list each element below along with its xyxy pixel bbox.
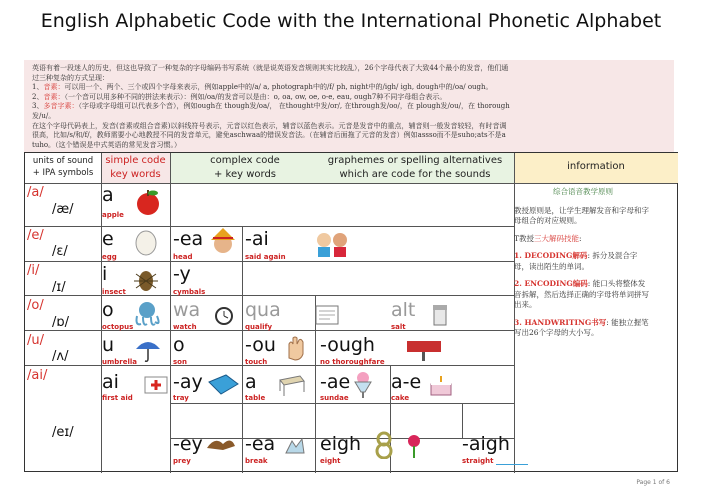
key-word: touch: [245, 358, 268, 366]
header-complex-code: complex code + key words: [210, 155, 280, 180]
grapheme: o: [102, 299, 114, 321]
key-word: egg: [102, 253, 117, 261]
unit-of-sound: /o/: [27, 298, 44, 313]
intro-line: 在这个字母代码表上，发音(音素或组合音素)以斜线符号表示，元音以红色表示，辅音以蓝色表示。元音是发音中的重点，辅音则一般发音较轻，有时音调: [32, 121, 507, 130]
ipa-symbol: /ʌ/: [52, 349, 69, 364]
key-word: cake: [391, 394, 410, 402]
key-word: qualify: [245, 323, 273, 331]
header-graphemes: graphemes or spelling alternatives which are code for the sounds: [327, 155, 503, 180]
grapheme: -ea: [173, 228, 204, 250]
header-simple-code: simple code key words: [105, 155, 166, 180]
grapheme: -y: [173, 263, 191, 285]
key-word: first aid: [102, 394, 133, 402]
grapheme: alt: [391, 299, 416, 321]
cake-icon: [426, 372, 456, 398]
key-word: tray: [173, 394, 189, 402]
sundae-icon: [350, 370, 376, 400]
grapheme: -aigh: [462, 433, 510, 455]
key-word: said again: [245, 253, 286, 261]
grapheme: a-e: [391, 371, 422, 393]
key-word: sundae: [320, 394, 349, 402]
flower-icon: [402, 432, 426, 462]
grapheme: wa: [173, 299, 201, 321]
grapheme: -ae: [320, 371, 351, 393]
salt-shaker-icon: [426, 301, 454, 329]
info-skill-handwriting: 3. HANDWRITING书写: 能独立握笔写出26个字母的大小写。: [514, 317, 649, 337]
grapheme: qua: [245, 299, 281, 321]
apple-icon: [134, 188, 162, 216]
intro-line: 过三种复杂的方式呈现：: [32, 73, 109, 82]
road-sign-icon: [404, 336, 444, 362]
grapheme: -ey: [173, 433, 203, 455]
info-skill-decoding: 1. DECODING解码: 拆分及混合字母，读出陌生的单词。: [514, 251, 638, 271]
key-word: head: [173, 253, 193, 261]
intro-line: 很高，比如/s/和/f/，教师需要小心地教授不同的发音单元，避免aschwaa的错误发音法。（在辅音后面拖了元音的发音）例如assso而不是suho;ats不是a: [32, 131, 506, 140]
hand-icon: [283, 334, 309, 362]
broken-object-icon: [280, 433, 308, 461]
key-word: break: [245, 457, 268, 465]
grapheme: e: [102, 228, 114, 250]
intro-line: 发/u/。: [32, 111, 56, 120]
header-units: units of sound + IPA symbols: [32, 156, 94, 178]
key-word: apple: [102, 211, 124, 219]
information-panel: [514, 187, 652, 346]
intro-line: 英语有着一段迷人的历史，但这也导致了一种复杂的字母编码书写系统（就是说英语发音规则其实比较乱），26个字母代表了大致44个最小的发音，他们通: [32, 64, 509, 72]
intro-line: tuho。（这个错误是中式英语的常见发音习惯。）: [32, 140, 182, 149]
ipa-symbol: /ɒ/: [52, 315, 70, 330]
info-paragraph: 教授原则是，让学生理解发音和字母和字母组合的对应规则。: [514, 205, 649, 225]
table-icon: [276, 372, 306, 398]
key-word: son: [173, 358, 187, 366]
ipa-symbol: /ɛ/: [52, 244, 68, 259]
grapheme: a: [102, 184, 114, 206]
talking-people-icon: [314, 228, 350, 258]
key-word: umbrella: [102, 358, 138, 366]
key-word: straight: [462, 457, 494, 465]
info-skill-encoding: 2. ENCODING编码: 能口头将整体发音拆解，然后选择正确的字母将单词拼写出来。: [514, 279, 649, 309]
grapheme: i: [102, 263, 108, 285]
intro-panel: [24, 60, 674, 152]
key-word: cymbals: [173, 288, 206, 296]
intro-line: 2、音素：（一个音可以用多种不同的拼法来表示）：例如/oa/的发音可以是由：o, oa, ow, oe, o-e, eau, ough7种不同字母组合表示。: [32, 92, 447, 101]
grapheme: o: [173, 334, 185, 356]
octopus-icon: [131, 300, 163, 328]
key-word: insect: [102, 288, 126, 296]
grapheme: eigh: [320, 433, 362, 455]
page-number: Page 1 of 6: [636, 479, 670, 486]
grapheme: ai: [102, 371, 119, 393]
key-word: table: [245, 394, 266, 402]
tray-icon: [206, 372, 240, 398]
certificate-icon: [312, 302, 342, 330]
bird-icon: [203, 432, 237, 460]
first-aid-kit-icon: [143, 372, 169, 396]
insect-icon: [131, 266, 161, 294]
key-word: no thoroughfare: [320, 358, 385, 366]
info-paragraph: T教授三大解码技能:: [514, 233, 582, 243]
egg-icon: [132, 230, 162, 256]
ipa-symbol: /æ/: [52, 202, 74, 217]
umbrella-icon: [133, 335, 163, 363]
grapheme: -ough: [320, 334, 375, 356]
page-title: English Alphabetic Code with the International Phonetic Alphabet: [40, 10, 662, 32]
grapheme: -ai: [245, 228, 269, 250]
grapheme: -ea: [245, 433, 276, 455]
header-information: information: [567, 161, 625, 172]
head-icon: [207, 226, 239, 258]
unit-of-sound: /a/: [27, 185, 44, 200]
unit-of-sound: /u/: [27, 333, 44, 348]
ipa-symbol: /ɪ/: [52, 280, 66, 295]
straight-line-icon: [496, 464, 528, 465]
ipa-symbol: /eɪ/: [52, 425, 74, 440]
key-word: salt: [391, 323, 406, 331]
number-eight-icon: [372, 431, 396, 459]
intro-line: 3、多音字素：（字母或字母组可以代表多个音），例如ough在 though发/oa/， 在thought中发/or/, 在through发/oo/，在 plough发/ou/，在 thorough: [32, 102, 510, 111]
key-word: prey: [173, 457, 191, 465]
watch-icon: [211, 303, 237, 329]
grapheme: -ay: [173, 371, 203, 393]
key-word: eight: [320, 457, 341, 465]
grapheme: -ou: [245, 334, 276, 356]
grapheme: u: [102, 334, 115, 356]
intro-line: 1、音素：可以用一个、两个、三个或四个字母来表示，例如apple中的/a/ a, photograph中的/f/ ph, night中的/igh/ igh, dough中的/oa/ ough。: [32, 83, 493, 92]
unit-of-sound: /i/: [27, 263, 40, 278]
key-word: watch: [173, 323, 197, 331]
info-heading: 综合语音教学原则: [553, 187, 613, 196]
unit-of-sound: /e/: [27, 228, 44, 243]
unit-of-sound: /ai/: [27, 368, 48, 383]
grapheme: a: [245, 371, 257, 393]
key-word: octopus: [102, 323, 134, 331]
